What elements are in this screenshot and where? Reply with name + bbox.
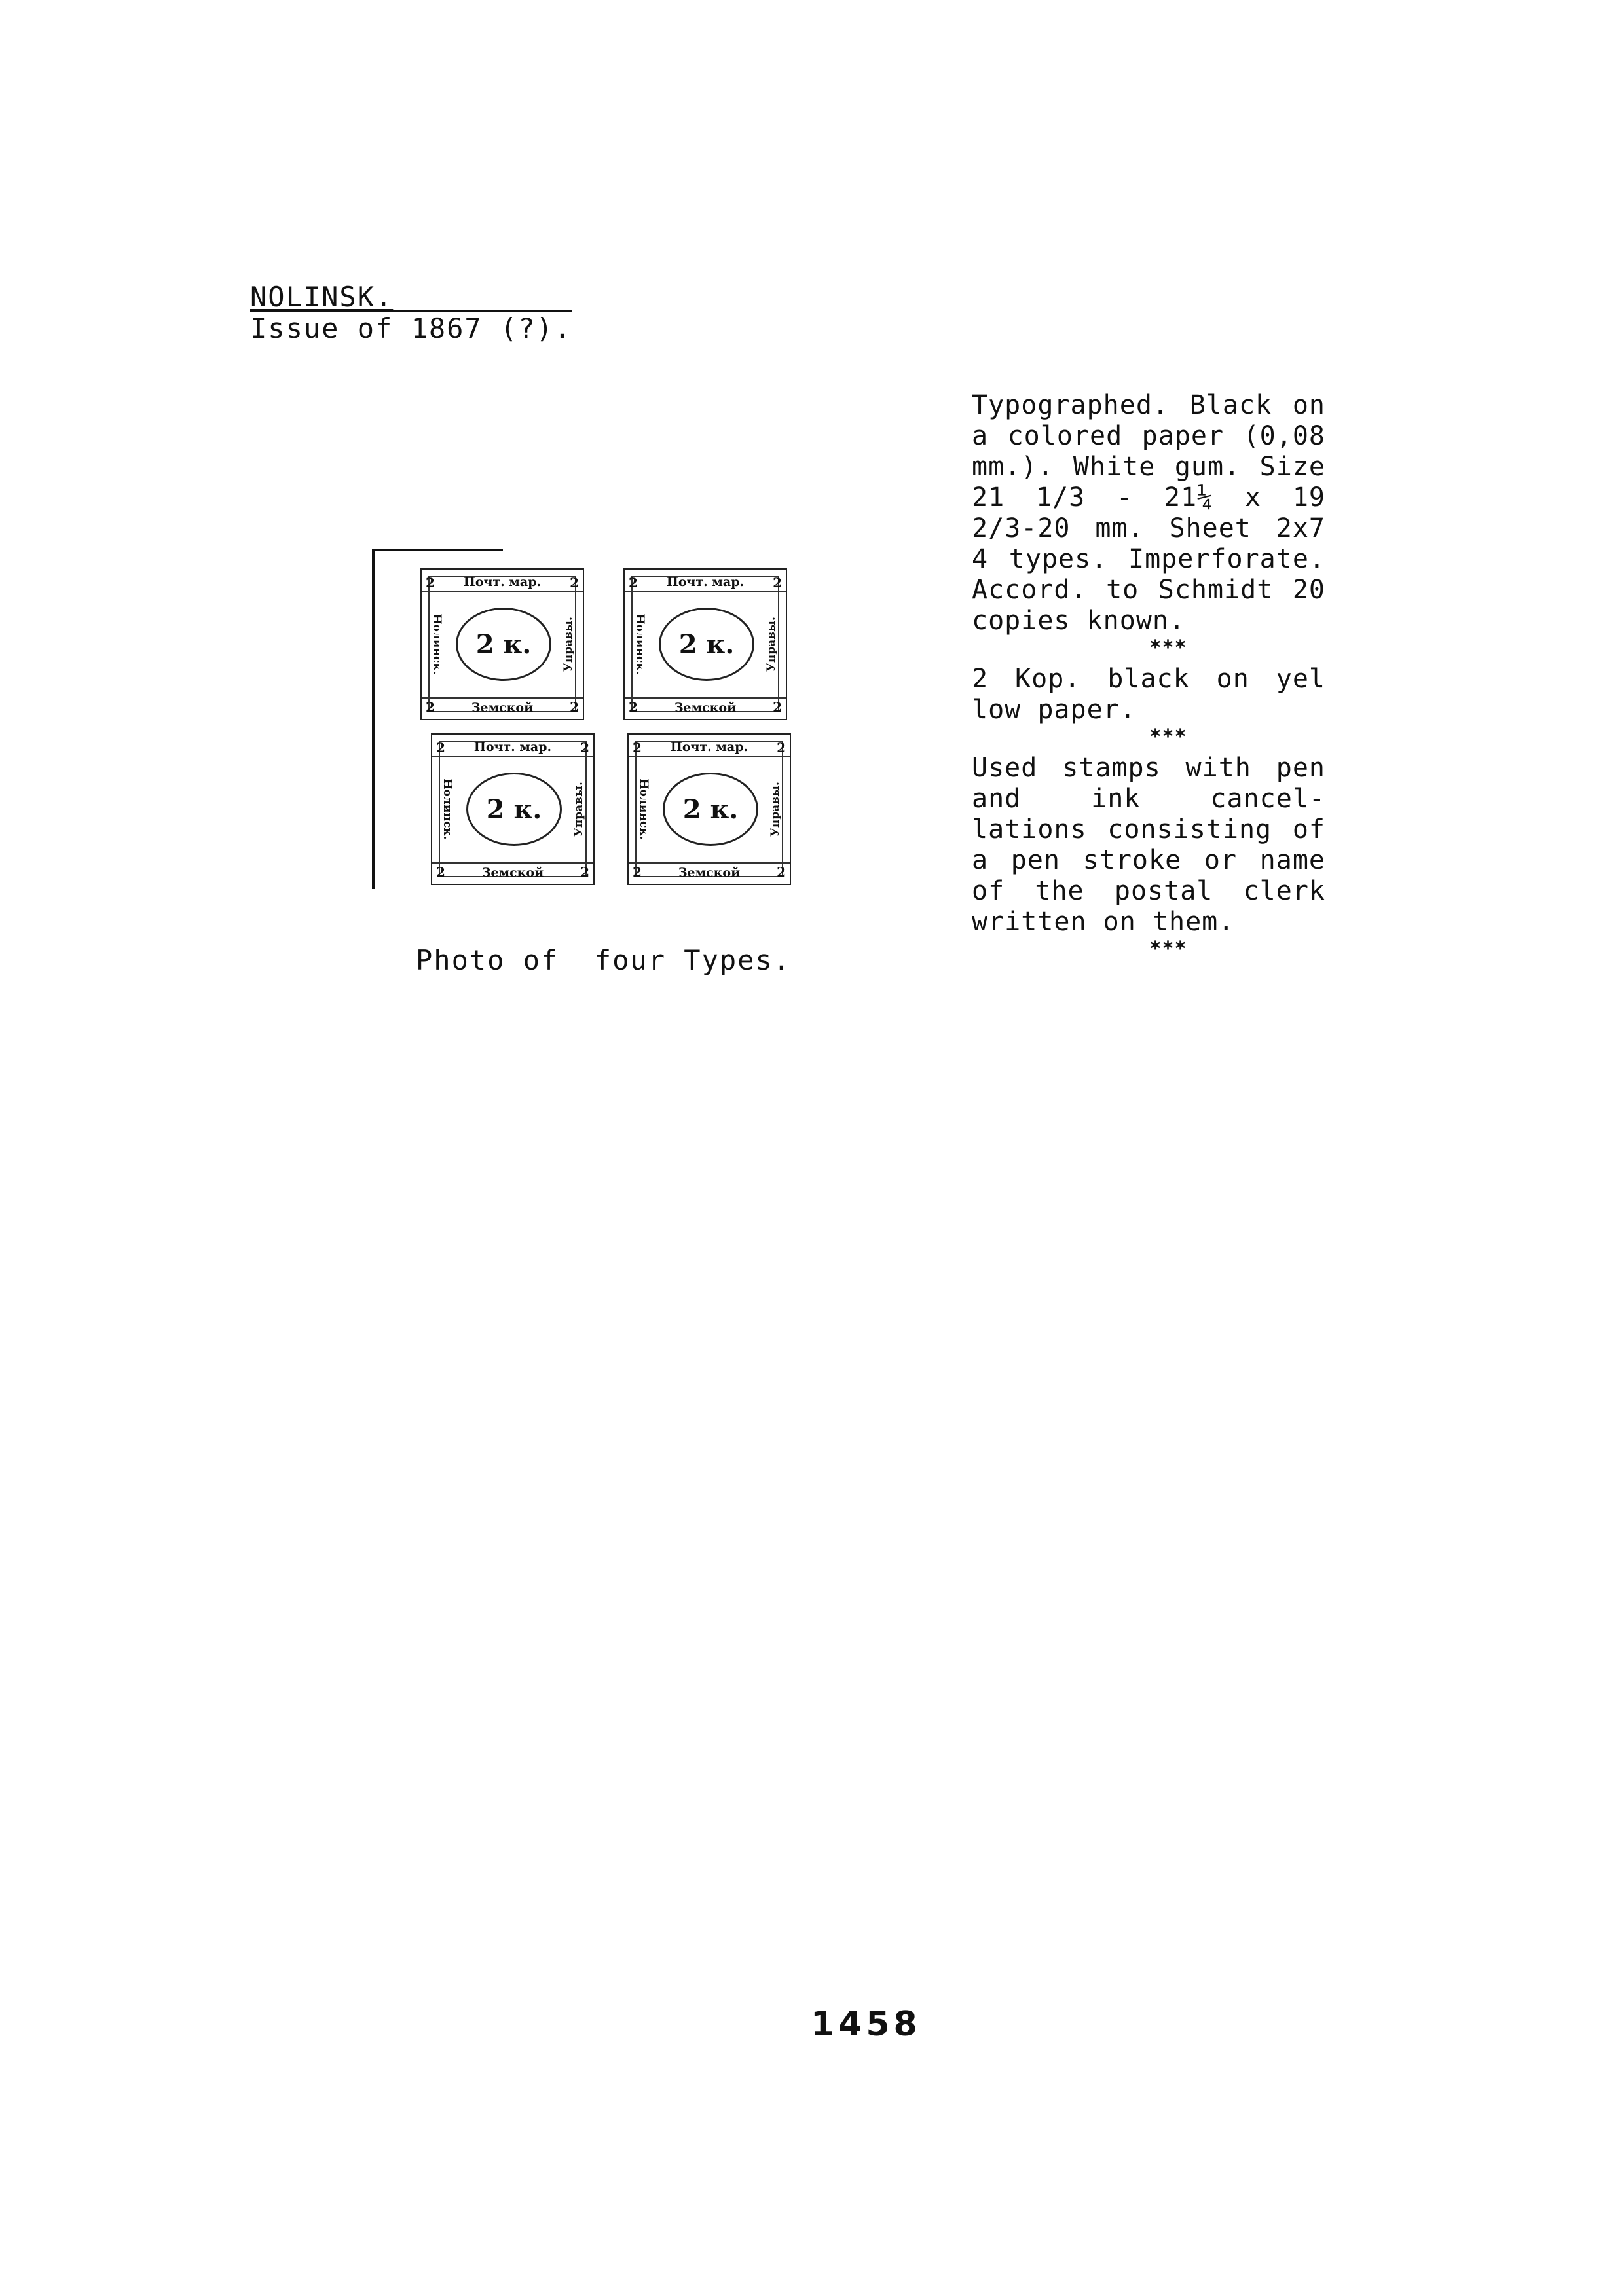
stamp-denomination: 2 к. bbox=[475, 629, 532, 660]
stamp-description bbox=[972, 390, 1325, 965]
stamp-corner-value: 2 bbox=[436, 864, 445, 880]
stamp-corner-value: 2 bbox=[629, 699, 638, 715]
stamp-side-label-right: Управы. bbox=[764, 617, 778, 672]
stamp-side-label-right: Управы. bbox=[572, 782, 585, 837]
stamp-corner-value: 2 bbox=[633, 740, 642, 756]
stamp-corner-value: 2 bbox=[777, 864, 786, 880]
stamp-value-oval bbox=[466, 773, 562, 846]
stamp-type-2 bbox=[623, 568, 787, 720]
stamp-type-4 bbox=[627, 733, 791, 885]
stamp-corner-value: 2 bbox=[773, 699, 782, 715]
stamp-issuer-title: NOLINSK. bbox=[250, 281, 394, 313]
description-paragraph-colour: 2 Kop. black on yel low paper. bbox=[972, 664, 1325, 725]
stamp-bottom-label: Земской bbox=[422, 697, 583, 715]
stamp-corner-value: 2 bbox=[426, 575, 435, 591]
stamp-corner-value: 2 bbox=[773, 575, 782, 591]
stamp-side-label-right: Управы. bbox=[768, 782, 782, 837]
stamp-corner-value: 2 bbox=[629, 575, 638, 591]
stamp-block-photo bbox=[372, 549, 830, 902]
stamp-side-label-left: Нолинск. bbox=[441, 778, 454, 840]
description-paragraph-printing: Typographed. Black on a colored paper (0,08 mm.). White gum. Size 21 1/3 - 21¼ x 19 2/3-20 mm. Sheet 2x7 4 types. Imperforate. Accord. to Schmidt 20 copies known. bbox=[972, 390, 1325, 636]
description-paragraph-cancellations: Used stamps with pen and ink cancel-lations consisting of a pen stroke or name of the postal clerk written on them. bbox=[972, 753, 1325, 937]
stamp-side-label-left: Нолинск. bbox=[430, 613, 444, 675]
stamp-corner-value: 2 bbox=[777, 740, 786, 756]
stamp-corner-value: 2 bbox=[570, 699, 579, 715]
stamp-top-label: Почт. мар. bbox=[422, 575, 583, 592]
stamp-corner-value: 2 bbox=[570, 575, 579, 591]
stamp-side-label-left: Нолинск. bbox=[633, 613, 647, 675]
stamp-top-label: Почт. мар. bbox=[432, 740, 593, 757]
stamp-type-3 bbox=[431, 733, 595, 885]
stamp-top-label: Почт. мар. bbox=[629, 740, 790, 757]
section-separator: *** bbox=[1149, 636, 1187, 659]
stamp-bottom-label: Земской bbox=[629, 862, 790, 880]
stamp-denomination: 2 к. bbox=[678, 629, 735, 660]
stamp-value-oval bbox=[456, 608, 551, 681]
stamp-bottom-label: Земской bbox=[625, 697, 786, 715]
stamp-corner-value: 2 bbox=[426, 699, 435, 715]
section-separator: *** bbox=[1149, 938, 1187, 960]
page-heading bbox=[250, 282, 572, 344]
stamp-denomination: 2 к. bbox=[486, 794, 542, 825]
stamp-corner-value: 2 bbox=[580, 864, 589, 880]
section-separator: *** bbox=[1149, 725, 1187, 748]
stamp-top-label: Почт. мар. bbox=[625, 575, 786, 592]
stamp-corner-value: 2 bbox=[580, 740, 589, 756]
stamp-side-label-right: Управы. bbox=[561, 617, 575, 672]
page-number: 1458 bbox=[811, 2005, 921, 2044]
issue-subtitle: Issue of 1867 (?). bbox=[250, 312, 572, 344]
stamp-denomination: 2 к. bbox=[682, 794, 739, 825]
stamp-value-oval bbox=[659, 608, 754, 681]
stamp-side-label-left: Нолинск. bbox=[637, 778, 651, 840]
stamp-value-oval bbox=[663, 773, 758, 846]
stamp-corner-value: 2 bbox=[633, 864, 642, 880]
sheet-margin-line-left bbox=[372, 549, 375, 889]
photo-caption: Photo of four Types. bbox=[416, 944, 792, 976]
stamp-corner-value: 2 bbox=[436, 740, 445, 756]
stamp-bottom-label: Земской bbox=[432, 862, 593, 880]
sheet-margin-line-top bbox=[372, 549, 503, 551]
stamp-type-1 bbox=[420, 568, 584, 720]
